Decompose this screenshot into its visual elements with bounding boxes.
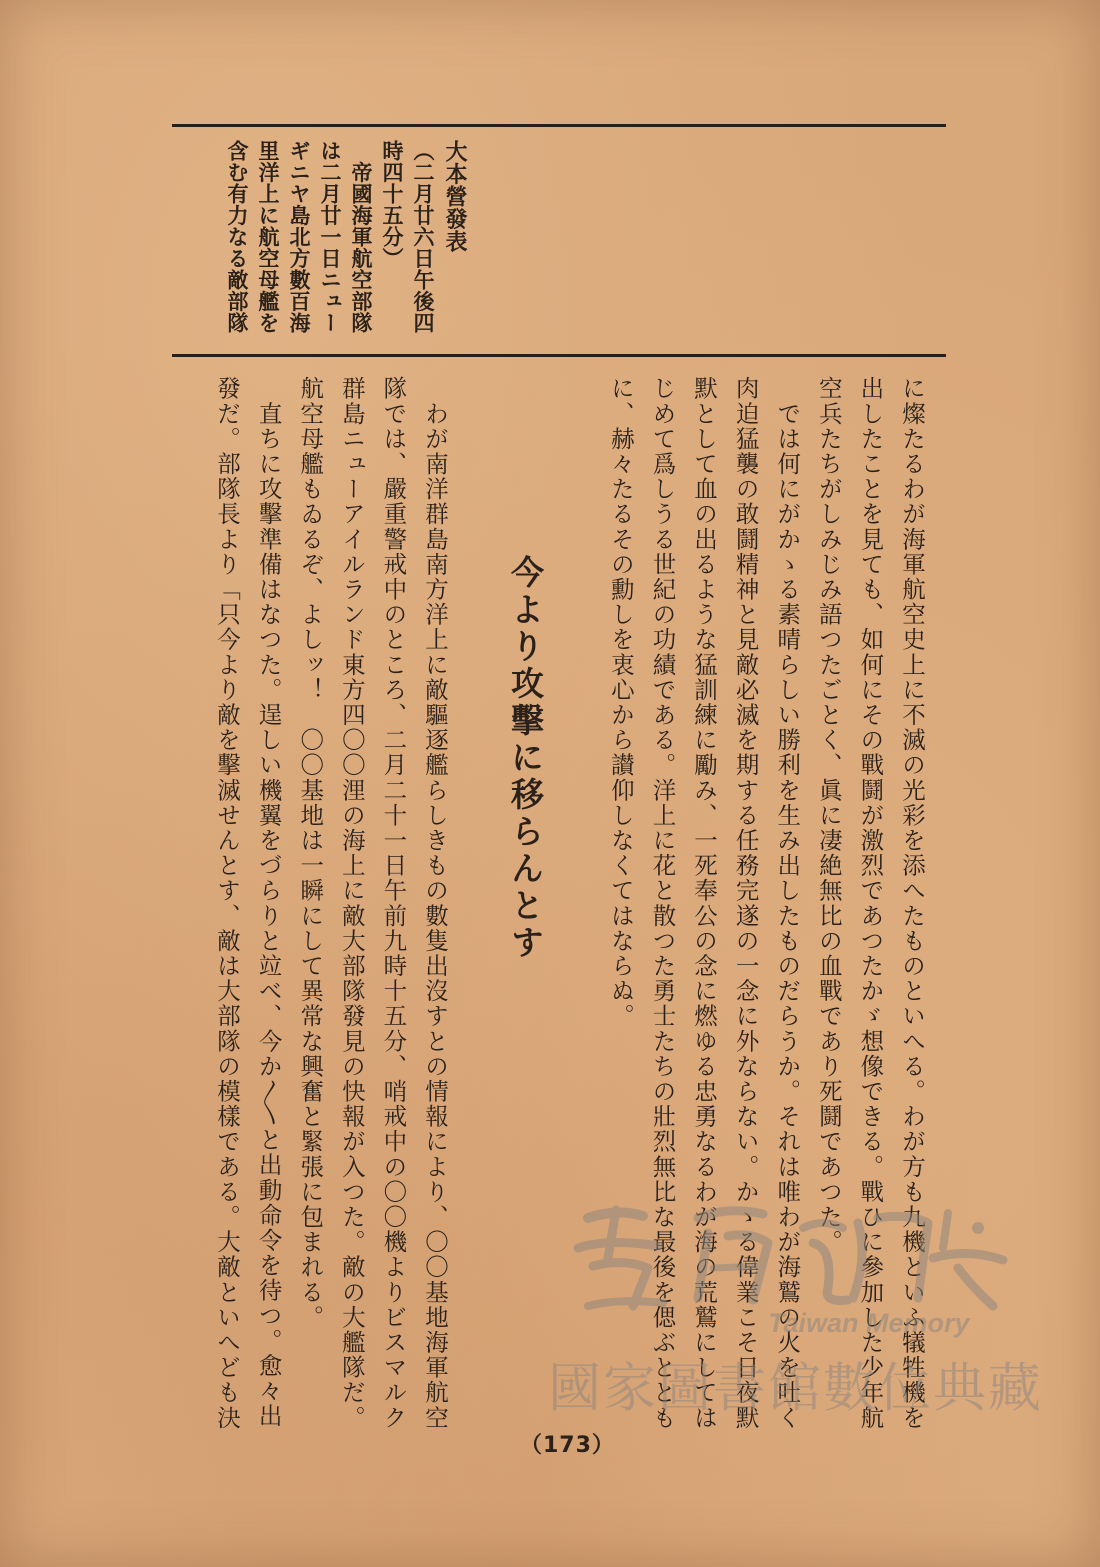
announcement-line: ギニヤ島北方數百海	[287, 140, 312, 334]
announcement-line: 含む有力なる敵部隊	[225, 140, 250, 334]
text-line: 群島ニューアイルランド東方四〇〇浬の海上に敵大部隊發見の快報が入つた。敵の大艦隊だ。	[337, 376, 366, 1431]
text-line: 肉迫猛襲の敢鬪精神と見敵必滅を期する任務完遂の一念に外ならない。かゝる偉業こそ日夜默	[731, 376, 760, 1431]
text-line: 出したことを見ても、如何にその戰鬪が激烈であつたかゞ想像できる。戰ひに參加した少年航	[856, 376, 885, 1431]
announcement-line: 時四十五分）	[380, 140, 405, 269]
text-line: 隊では、嚴重警戒中のところ、二月二十一日午前九時十五分、哨戒中の〇〇機よりビスマルク	[379, 376, 408, 1431]
middle-rule	[172, 354, 946, 357]
text-line: 航空母艦もゐるぞ、よしッ！ 〇〇基地は一瞬にして異常な興奮と緊張に包まれる。	[296, 376, 325, 1330]
announcement-line: は二月廿一日ニュー	[318, 140, 343, 334]
text-line: 默として血の出るような猛訓練に勵み、一死奉公の念に燃ゆる忠勇なるわが海の荒鷲にしては	[690, 376, 719, 1431]
announcement-box	[222, 140, 470, 352]
announcement-line: （二月廿六日午後四	[411, 140, 436, 334]
text-line: 空兵たちがしみじみ語つたごとく、眞に凄絶無比の血戰であり死鬪であつた。	[814, 376, 843, 1255]
text-line: では何にがかゝる素晴らしい勝利を生み出したものだらうか。それは唯わが海鷲の火を吐く	[773, 376, 802, 1431]
lower-paragraph	[205, 376, 455, 1431]
announcement-line: 里洋上に航空母艦を	[256, 140, 281, 334]
top-rule	[172, 124, 946, 127]
announcement-line: 帝國海軍航空部隊	[349, 140, 374, 334]
watermark-chinese: 國家圖書館數位典藏	[548, 1358, 1043, 1419]
text-line: に燦たるわが海軍航空史上に不滅の光彩を添へたものといへる。わが方も九機といふ犠牲機を	[898, 376, 926, 1431]
text-line: に、赫々たるその勳しを衷心から讃仰しなくてはならぬ。	[606, 376, 635, 1029]
text-line: わが南洋群島南方洋上に敵驅逐艦らしきもの數隻出沒すとの情報により、〇〇基地海軍航空	[421, 376, 449, 1431]
watermark-english: Taiwan Memory	[768, 1308, 970, 1338]
page-number: （173）	[520, 1433, 615, 1458]
text-line: じめて爲しうる世紀の功績である。洋上に花と散つた勇士たちの壯烈無比な最後を偲ぶととも	[648, 376, 677, 1431]
text-line: 直ちに攻擊準備はなつた。逞しい機翼をづらりと竝べ、今か〳〵と出動命令を待つ。愈々出	[254, 376, 283, 1429]
section-title: 今より攻擊に移らんとす	[506, 555, 545, 962]
text-line: 發だ。部隊長より「只今より敵を擊滅せんとす、敵は大部隊の模樣である。大敵といへども決	[213, 376, 242, 1431]
announcement-heading: 大本營發表	[442, 140, 468, 253]
